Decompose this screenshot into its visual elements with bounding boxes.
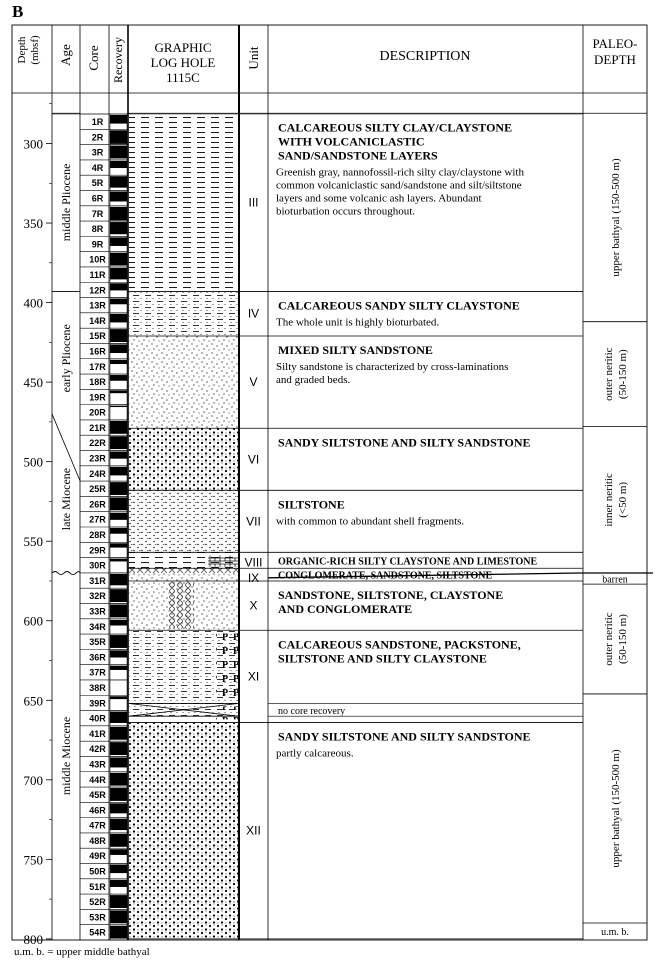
unit-description: common volcaniclastic sand/sandstone and silt/siltstone (276, 179, 522, 192)
recovery-bar (110, 865, 127, 874)
header-graphic-line1: GRAPHIC (154, 40, 212, 55)
core-label: 18R (89, 377, 106, 388)
unit-roman-numeral: III (248, 195, 259, 210)
lithology-fill (129, 568, 238, 573)
unit-title: SAND/SANDSTONE LAYERS (278, 148, 438, 163)
header-depth: Depth (16, 36, 28, 64)
core-label: 23R (89, 453, 106, 464)
paleodepth-label: inner neritic (603, 473, 615, 527)
core-label: 49R (89, 851, 106, 862)
depth-tick-label: 550 (23, 534, 43, 550)
unit-title: CONGLOMERATE, SANDSTONE, SILTSTONE (278, 570, 493, 582)
unit-description: The whole unit is highly bioturbated. (276, 316, 440, 329)
recovery-bar (110, 650, 127, 657)
unit-roman-numeral: V (249, 375, 258, 390)
core-label: 38R (89, 682, 106, 693)
recovery-bar (110, 299, 127, 305)
recovery-bar (110, 406, 127, 407)
depth-tick-label: 600 (23, 613, 43, 629)
core-label: 47R (89, 820, 106, 831)
recovery-bar (110, 574, 127, 585)
lithology-fill (129, 291, 238, 336)
core-label: 32R (89, 591, 106, 602)
header-paleo-line1: PALEO- (592, 36, 638, 51)
unit-roman-numeral: IX (247, 571, 260, 586)
unit-title: AND CONGLOMERATE (278, 601, 413, 616)
unit-title: WITH VOLCANICLASTIC (278, 134, 425, 149)
recovery-bar (110, 146, 127, 159)
core-label: 25R (89, 484, 106, 495)
age-label: middle Miocene (59, 716, 73, 796)
core-label: 37R (89, 667, 106, 678)
core-label: 7R (91, 208, 104, 219)
core-label: 46R (89, 805, 106, 816)
core-label: 53R (89, 912, 106, 923)
core-label: 4R (91, 162, 104, 173)
core-label: 1R (91, 117, 104, 128)
recovery-cell (110, 680, 127, 695)
core-label: 22R (89, 438, 106, 449)
recovery-bar (110, 130, 127, 144)
unit-roman-numeral: VIII (244, 555, 263, 570)
panel-letter: B (12, 2, 24, 21)
unit-title: SANDY SILTSTONE AND SILTY SANDSTONE (278, 435, 531, 450)
depth-tick-label: 650 (23, 693, 43, 709)
unit-description: with common to abundant shell fragments. (276, 515, 465, 528)
paleodepth-label: outer neritic (603, 612, 615, 666)
core-label: 52R (89, 897, 106, 908)
recovery-bar (110, 329, 127, 342)
recovery-bar (110, 314, 127, 323)
recovery-bar (110, 467, 127, 476)
unit-roman-numeral: XII (246, 823, 261, 838)
recovery-bar (110, 620, 127, 626)
recovery-bar (110, 880, 127, 887)
recovery-bar (110, 559, 127, 562)
packstone-fill (216, 707, 238, 720)
core-label: 42R (89, 744, 106, 755)
recovery-bar (110, 176, 127, 187)
core-label: 28R (89, 530, 106, 541)
lithology-fill (129, 113, 238, 291)
core-label: 54R (89, 927, 106, 938)
core-label: 16R (89, 346, 106, 357)
unit-title: SILTSTONE (278, 497, 345, 512)
recovery-bar (110, 773, 127, 786)
recovery-bar (110, 712, 127, 723)
recovery-bar (110, 895, 127, 908)
recovery-bar (110, 910, 127, 923)
recovery-bar (110, 635, 127, 648)
recovery-bar (110, 237, 127, 246)
lithology-fill (129, 490, 238, 552)
recovery-bar (110, 819, 127, 830)
recovery-bar (110, 497, 127, 510)
age-label: early Pliocene (59, 324, 73, 393)
recovery-bar (110, 191, 127, 201)
conglomerate-lens (169, 581, 194, 629)
unit-title: ORGANIC-RICH SILTY CLAYSTONE AND LIMESTONE (278, 556, 538, 568)
core-label: 10R (89, 254, 106, 265)
paleodepth-label: (50-150 m) (617, 614, 629, 664)
limestone-fill (208, 556, 238, 567)
unit-title: SANDSTONE, SILTSTONE, CLAYSTONE (278, 587, 504, 602)
unit-roman-numeral: VI (247, 452, 260, 467)
recovery-bar (110, 834, 127, 847)
paleodepth-label: barren (602, 574, 628, 586)
core-label: 48R (89, 835, 106, 846)
header-depth-unit: (mbsf) (29, 35, 41, 65)
unit-title: CALCAREOUS SANDY SILTY CLAYSTONE (278, 298, 520, 313)
unit-title: MIXED SILTY SANDSTONE (278, 342, 433, 357)
core-label: 51R (89, 881, 106, 892)
recovery-bar (110, 253, 127, 266)
recovery-bar (110, 360, 127, 364)
core-label: 33R (89, 606, 106, 617)
recovery-bar (110, 528, 127, 534)
recovery-bar (110, 452, 127, 459)
recovery-bar (110, 482, 127, 495)
core-label: 15R (89, 331, 106, 342)
header-description: DESCRIPTION (379, 49, 471, 64)
recovery-bar (110, 666, 127, 670)
core-label: 43R (89, 759, 106, 770)
core-label: 11R (89, 269, 106, 280)
recovery-bar (110, 757, 127, 767)
core-label: 40R (89, 713, 106, 724)
header-graphic-line2: LOG HOLE (150, 55, 216, 70)
unit-roman-numeral: X (249, 598, 258, 613)
header-recovery: Recovery (111, 37, 125, 83)
age-label: late Miocene (59, 467, 73, 531)
lithology-fill (129, 723, 238, 939)
recovery-bar (110, 161, 127, 168)
unit-title: SANDY SILTSTONE AND SILTY SANDSTONE (278, 729, 531, 744)
depth-tick-label: 400 (23, 295, 43, 311)
core-label: 8R (91, 224, 104, 235)
unit-title: CALCAREOUS SILTY CLAY/CLAYSTONE (278, 120, 513, 135)
header-core: Core (86, 45, 101, 71)
core-label: 14R (89, 315, 106, 326)
header-unit: Unit (246, 46, 261, 70)
core-label: 12R (89, 285, 106, 296)
recovery-bar (110, 344, 127, 353)
recovery-bar (110, 513, 127, 520)
core-label: 26R (89, 499, 106, 510)
core-label: 2R (91, 132, 104, 143)
depth-tick-label: 800 (23, 931, 43, 947)
unit-title: CALCAREOUS SANDSTONE, PACKSTONE, (278, 637, 521, 652)
core-label: 31R (89, 575, 106, 586)
recovery-bar (110, 375, 127, 381)
core-label: 27R (89, 514, 106, 525)
core-label: 39R (89, 698, 106, 709)
core-label: 24R (89, 468, 106, 479)
header-age: Age (58, 44, 73, 66)
recovery-bar (110, 926, 127, 939)
unit-title: SILTSTONE AND SILTY CLAYSTONE (278, 651, 487, 666)
header-paleo-line2: DEPTH (594, 52, 636, 67)
core-label: 35R (89, 637, 106, 648)
unit-description: and graded beds. (276, 373, 351, 386)
lithology-fill (129, 336, 238, 428)
recovery-bar (110, 543, 127, 547)
unit-roman-numeral: VII (246, 514, 261, 529)
recovery-bar (110, 268, 127, 279)
core-label: 44R (89, 774, 106, 785)
unit-roman-numeral: IV (247, 306, 260, 321)
core-label: 20R (89, 407, 106, 418)
depth-tick-label: 700 (23, 772, 43, 788)
core-label: 29R (89, 545, 106, 556)
recovery-bar (110, 727, 127, 740)
paleodepth-label: (50-150 m) (617, 349, 629, 400)
recovery-bar (110, 849, 127, 855)
recovery-bar (110, 803, 127, 813)
depth-tick-label: 350 (23, 216, 43, 232)
recovery-bar (110, 742, 127, 755)
core-label: 13R (89, 300, 106, 311)
core-label: 50R (89, 866, 106, 877)
core-label: 3R (91, 147, 104, 158)
recovery-bar (110, 436, 127, 449)
age-label: middle Pliocene (59, 163, 73, 242)
recovery-bar (110, 589, 127, 602)
core-label: 34R (89, 621, 106, 632)
depth-tick-label: 500 (23, 454, 43, 470)
unit-description: bioturbation occurs throughout. (276, 205, 416, 218)
core-label: 6R (91, 193, 104, 204)
recovery-bar (110, 390, 127, 393)
unit-description: Greenish gray, nannofossil-rich silty clay/claystone with (276, 166, 524, 179)
recovery-bar (110, 421, 127, 434)
paleodepth-label: upper bathyal (150-500 m) (610, 158, 622, 277)
depth-tick-label: 450 (23, 375, 43, 391)
core-label: 45R (89, 790, 106, 801)
recovery-bar (110, 283, 127, 290)
core-label: 5R (91, 178, 104, 189)
core-label: 17R (89, 361, 106, 372)
recovery-bar (110, 222, 127, 234)
core-label: 41R (89, 728, 106, 739)
core-label: 30R (89, 560, 106, 571)
header-graphic-line3: 1115C (166, 70, 200, 85)
paleodepth-label: upper bathyal (150-500 m) (610, 749, 622, 868)
recovery-bar (110, 604, 127, 617)
core-label: 19R (89, 392, 106, 403)
unit-description: partly calcareous. (276, 747, 354, 760)
paleodepth-label: (<50 m) (617, 481, 629, 518)
no-core-recovery-label: no core recovery (278, 705, 346, 717)
core-label: 9R (91, 239, 104, 250)
recovery-bar (110, 788, 127, 801)
recovery-bar (110, 115, 127, 124)
unit-roman-numeral: XI (247, 669, 260, 684)
recovery-bar (110, 696, 127, 699)
core-label: 21R (89, 422, 106, 433)
unconformity-wavy-line (52, 572, 80, 575)
depth-tick-label: 300 (23, 136, 43, 152)
depth-tick-label: 750 (23, 852, 43, 868)
paleodepth-label: u.m. b. (601, 926, 629, 938)
footnote: u.m. b. = upper middle bathyal (14, 946, 150, 958)
unit-description: layers and some volcanic ash layers. Abundant (276, 192, 482, 205)
unit-description: Silty sandstone is characterized by cross-laminations (276, 360, 509, 373)
paleodepth-label: outer neritic (603, 347, 615, 401)
recovery-bar (110, 207, 127, 221)
lithology-fill (129, 428, 238, 490)
packstone-fill (216, 633, 238, 700)
core-label: 36R (89, 652, 106, 663)
